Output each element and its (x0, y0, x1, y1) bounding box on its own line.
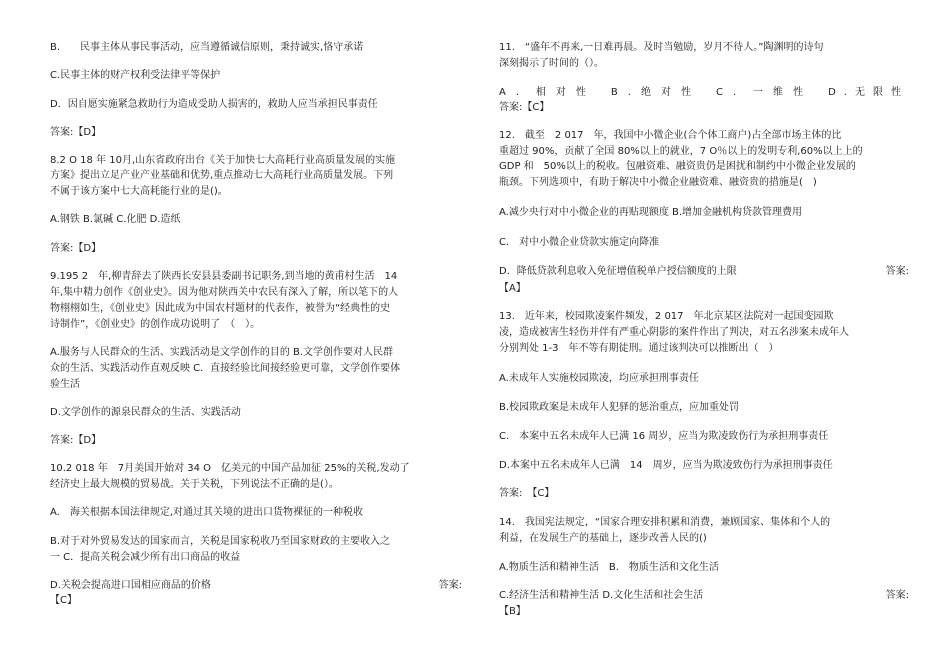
q10-option-b-line-2: 一 C．提高关税会减少所有出口商品的收益 (50, 552, 241, 563)
q10-line-1: 10.2 018 年 7月美国开始对 34 O 亿美元的中国产品加征 25%的关税,发动了 (50, 463, 410, 474)
q11-option-c: C．一维性 (716, 87, 814, 98)
q9-line-4: 诗制作”，《创业史》的创作成功说明了 （ ）。 (50, 319, 261, 330)
q9-line-1: 9.195 2 年,柳青辞去了陕西长安县县委副书记职务,到当地的黄甫村生活 14 (50, 271, 398, 282)
q14-options-cd: C.经济生活和精神生活 D.文化生活和社会生活 (499, 590, 704, 601)
q9-line-3: 物栩栩如生，《创业史》因此成为中国农村题材的代表作，被誉为“经典性的史 (50, 303, 391, 314)
q12-line-4: 瓶颈。下列选项中，有助于解决中小微企业融资难、融资贵的措施是( ) (499, 177, 817, 188)
q8-answer: 答案:【D】 (50, 243, 102, 254)
q14-options-cd-row (499, 589, 909, 603)
q14-answer-label: 答案: (885, 590, 909, 601)
q12-option-d-row (499, 265, 909, 279)
q13-option-a: A.未成年人实施校园欺凌，均应承担刑事责任 (499, 373, 699, 384)
q11-line-1: 11. “盛年不再来,一日难再晨。及时当勉励，岁月不待人。”陶渊明的诗句 (499, 42, 824, 53)
q13-option-c: C. 本案中五名未成年人已满 16 周岁，应当为欺凌致伤行为承担刑事责任 (499, 431, 829, 442)
q12-line-3: GDP 和 50%以上的税收。包融资难、融资贵仍是困扰和制约中小微企业发展的 (499, 161, 856, 172)
q9-line-2: 年,集中精力创作《创业史》。因为他对陕西关中农民有深入了解，所以笔下的人 (50, 287, 399, 298)
q12-options-ab: A.减少央行对中小微企业的再贴现额度 B.增加金融机构贷款管理费用 (499, 207, 803, 218)
q12-line-2: 重超过 90%，贡献了全国 80%以上的就业，7 O％以上的发明专利,60%以上上的 (499, 146, 863, 157)
q7-option-d: D．因自愿实施紧急救助行为造成受助人损害的，救助人应当承担民事责任 (50, 99, 378, 110)
q13-answer: 答案: 【C】 (499, 488, 555, 499)
q11-option-d: D.无限性 (828, 87, 909, 98)
q10-option-b-line-1: B.对于对外贸易发达的国家而言，关税是国家税收乃至国家财政的主要收入之 (50, 536, 391, 547)
q10-option-d-row (50, 579, 462, 593)
q9-options-line-2: 众的生活、实践活动作直观反映 C．直接经验比间接经验更可靠，文学创作要体 (50, 363, 401, 374)
q8-line-3: 不属于该方案中七大高耗能行业的是()。 (50, 186, 228, 197)
q12-line-1: 12. 截至 2 017 年，我国中小微企业(合个体工商户)占全部市场主体的比 (499, 130, 842, 141)
q11-answer: 答案:【C】 (499, 102, 550, 113)
q9-options-line-1: A.服务与人民群众的生活、实践活动是文学创作的目的 B.文学创作要对人民群 (50, 347, 394, 358)
q14-line-2: 利益，在发展生产的基础上，逐步改善人民的() (499, 533, 707, 544)
q13-line-3: 分别判处 1-3 年不等有期徒刑。通过该判决可以推断出（ ） (499, 343, 779, 354)
q10-option-a: A. 海关根据本国法律规定,对通过其关境的进出口货物裸征的一种税收 (50, 507, 364, 518)
q11-line-2: 深刻揭示了时间的（）。 (499, 58, 604, 69)
q11-options-row (499, 86, 909, 100)
q13-line-2: 凌，造成被害生轻伤并伴有严重心阴影的案件作出了判决，对五名涉案未成年人 (499, 327, 849, 338)
q8-options: A.钢铁 B.氯碱 C.化肥 D.造纸 (50, 214, 181, 225)
q10-option-d: D.关税会提高进口国相应商品的价格 (50, 580, 211, 591)
q13-line-1: 13. 近年来，校园欺凌案件频发，2 017 年北京某区法院对一起国变园欺 (499, 311, 834, 322)
q10-answer: 【C】 (50, 595, 77, 606)
q8-line-2: 方案》提出立足产业产业基础和优势,重点推动七大高耗行业高质量发展。下列 (50, 170, 394, 181)
q12-answer: 【A】 (499, 283, 526, 294)
q7-option-b: B. 民事主体从事民事活动，应当遵循诚信原则，秉持诚实,恪守承诺 (50, 42, 364, 53)
q10-line-2: 经济史上最大规模的贸易战。关于关税，下列说法不正确的是(）。 (50, 479, 339, 490)
q8-line-1: 8.2 O 18 年 10月,山东省政府出台《关于加快七大高耗行业高质量发展的实施 (50, 155, 396, 166)
q7-option-c: C.民事主体的财产权利受法律平等保护 (50, 70, 221, 81)
q9-option-d: D.文学创作的源泉民群众的生活、实践活动 (50, 407, 241, 418)
q11-option-a: A．相对性 (499, 87, 596, 98)
q14-line-1: 14. 我国宪法规定，“国家合理安排积累和消费，兼顾国家、集体和个人的 (499, 517, 831, 528)
q13-option-d: D.本案中五名未成年人已满 14 周岁，应当为欺凌致伤行为承担刑事责任 (499, 460, 833, 471)
q7-answer: 答案:【D】 (50, 127, 102, 138)
q12-option-c: C. 对中小微企业贷款实施定向降准 (499, 237, 660, 248)
q14-answer: 【B】 (499, 606, 526, 617)
q11-option-b: B.绝对性 (610, 87, 701, 98)
q14-options-ab: A.物质生活和精神生活 B. 物质生活和文化生活 (499, 562, 719, 573)
q10-answer-label: 答案: (438, 580, 462, 591)
q9-options-line-3: 验生活 (50, 379, 80, 390)
q12-option-d: D．降低贷款利息收入免征增值税单户授信额度的上限 (499, 266, 737, 277)
q12-answer-label: 答案: (885, 266, 909, 277)
q9-answer: 答案:【D】 (50, 435, 102, 446)
q13-option-b: B.校园欺政案是未成年人犯驿的惩治重点，应加重处罚 (499, 402, 740, 413)
